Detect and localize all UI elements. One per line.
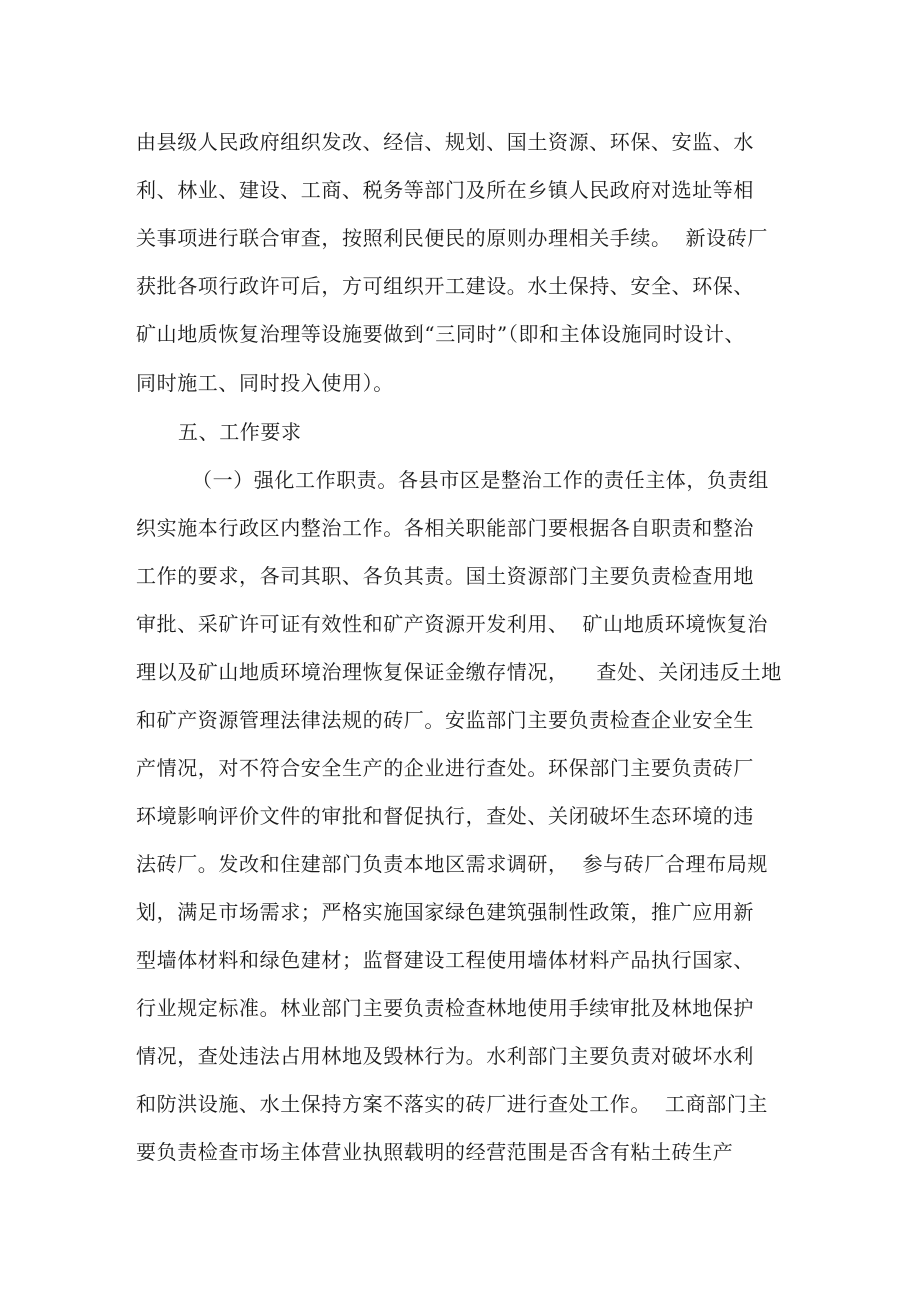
text-line: 划，满足市场需求；严格实施国家绿色建筑强制性政策，推广应用新 bbox=[136, 900, 754, 924]
text-line: 矿山地质恢复治理等设施要做到“三同时”（即和主体设施同时设计、 bbox=[136, 322, 746, 346]
text-line: 环境影响评价文件的审批和督促执行，查处、关闭破坏生态环境的违 bbox=[136, 804, 754, 828]
text-line: 同时施工、同时投入使用）。 bbox=[136, 371, 394, 395]
text-line: 要负责检查市场主体营业执照载明的经营范围是否含有粘土砖生产 bbox=[136, 1140, 734, 1164]
text-line: 和矿产资源管理法律法规的砖厂。安监部门主要负责检查企业安全生 bbox=[136, 708, 754, 732]
text-line: 产情况，对不符合安全生产的企业进行查处。环保部门主要负责砖厂 bbox=[136, 756, 754, 780]
text-line: 审批、采矿许可证有效性和矿产资源开发利用、 矿山地质环境恢复治 bbox=[136, 612, 768, 636]
text-line: 织实施本行政区内整治工作。各相关职能部门要根据各自职责和整治 bbox=[136, 516, 754, 540]
text-line: 和防洪设施、水土保持方案不落实的砖厂进行查处工作。 工商部门主 bbox=[136, 1092, 768, 1116]
text-line: 关事项进行联合审查，按照利民便民的原则办理相关手续。 新设砖厂 bbox=[136, 226, 768, 250]
section-heading: 五、工作要求 bbox=[178, 420, 302, 444]
text-line: 利、林业、建设、工商、税务等部门及所在乡镇人民政府对选址等相 bbox=[136, 178, 754, 202]
text-line: 获批各项行政许可后，方可组织开工建设。水土保持、安全、环保、 bbox=[136, 274, 754, 298]
text-line: 型墙体材料和绿色建材；监督建设工程使用墙体材料产品执行国家、 bbox=[136, 948, 754, 972]
text-line: 由县级人民政府组织发改、经信、规划、国土资源、环保、安监、水 bbox=[136, 130, 754, 154]
text-line: 工作的要求，各司其职、各负其责。国土资源部门主要负责检查用地 bbox=[136, 564, 754, 588]
text-line: 情况，查处违法占用林地及毁林行为。水利部门主要负责对破坏水利 bbox=[136, 1044, 754, 1068]
subsection-heading: （一）强化工作职责。各县市区是整治工作的责任主体，负责组 bbox=[192, 468, 769, 492]
text-line: 法砖厂。发改和住建部门负责本地区需求调研， 参与砖厂合理布局规 bbox=[136, 852, 768, 876]
text-line: 理以及矿山地质环境治理恢复保证金缴存情况， 查处、关闭违反土地 bbox=[136, 660, 782, 684]
text-line: 行业规定标准。林业部门主要负责检查林地使用手续审批及林地保护 bbox=[136, 996, 754, 1020]
